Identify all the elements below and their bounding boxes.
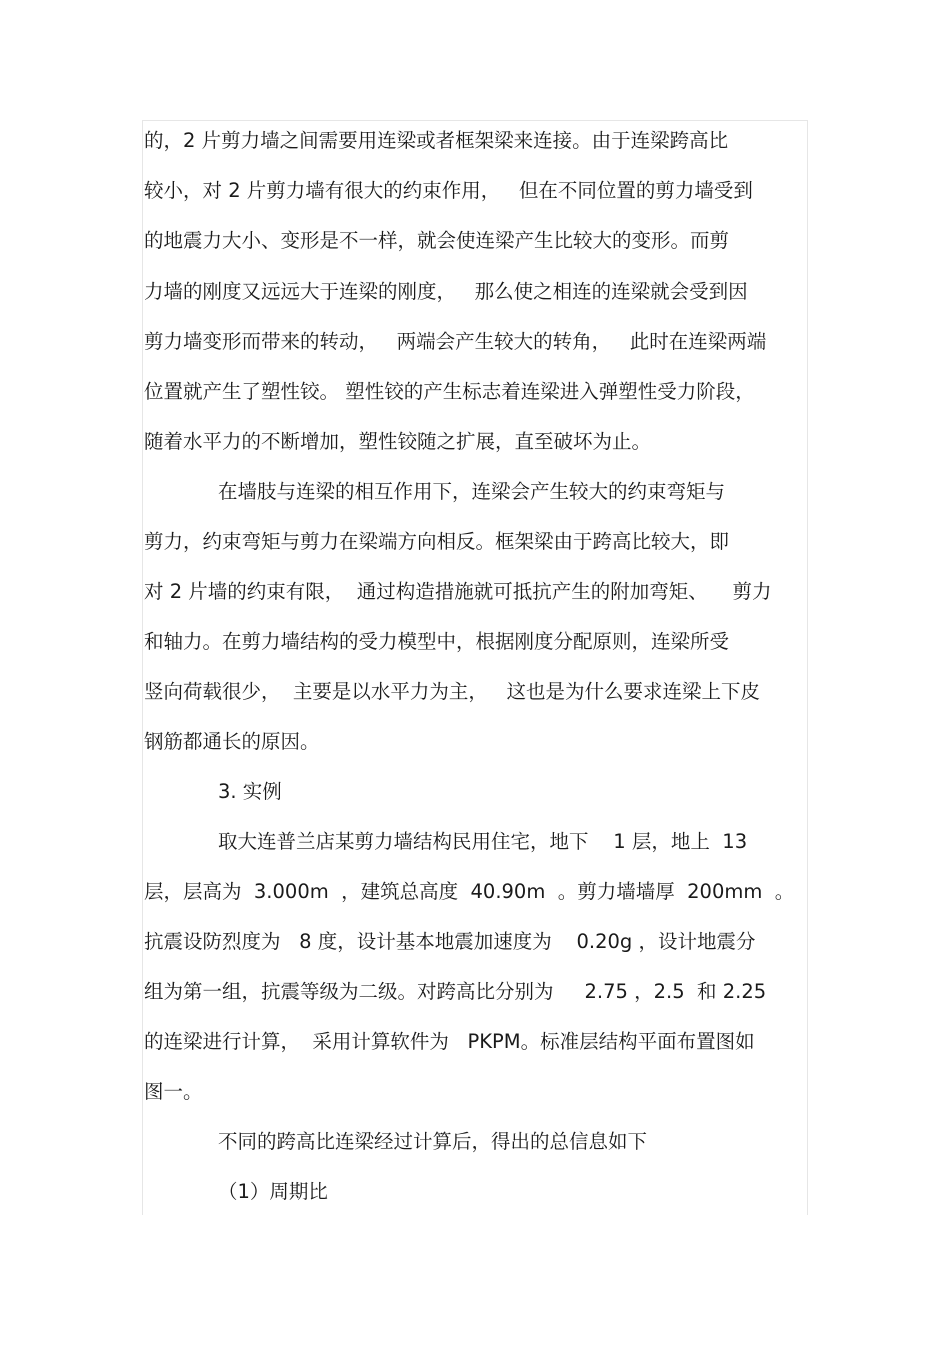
text-line: 较小，对 2 片剪力墙有很大的约束作用， 但在不同位置的剪力墙受到 — [144, 179, 753, 202]
text-line: 力墙的刚度又远远大于连梁的刚度， 那么使之相连的连梁就会受到因 — [144, 280, 748, 303]
paragraph-first-line: 在墙肢与连梁的相互作用下，连梁会产生较大的约束弯矩与 — [218, 480, 726, 503]
paragraph-first-line: 取大连普兰店某剪力墙结构民用住宅，地下 1 层，地上 13 — [218, 830, 748, 853]
text-line: 竖向荷载很少， 主要是以水平力为主， 这也是为什么要求连梁上下皮 — [144, 680, 760, 703]
text-line: 剪力墙变形而带来的转动， 两端会产生较大的转角， 此时在连梁两端 — [144, 330, 767, 353]
text-line: 剪力，约束弯矩与剪力在梁端方向相反。框架梁由于跨高比较大，即 — [144, 530, 730, 553]
text-line: 的地震力大小、变形是不一样，就会使连梁产生比较大的变形。而剪 — [144, 229, 730, 252]
text-line: 的连梁进行计算， 采用计算软件为 PKPM。标准层结构平面布置图如 — [144, 1030, 755, 1053]
text-line: 抗震设防烈度为 8 度，设计基本地震加速度为 0.20g ，设计地震分 — [144, 930, 756, 953]
text-line: 和轴力。在剪力墙结构的受力模型中，根据刚度分配原则，连梁所受 — [144, 630, 730, 653]
paragraph-first-line: 不同的跨高比连梁经过计算后，得出的总信息如下 — [218, 1130, 648, 1153]
text-line: 组为第一组，抗震等级为二级。对跨高比分别为 2.75 ，2.5 和 2.25 — [144, 980, 767, 1003]
text-line: 随着水平力的不断增加，塑性铰随之扩展，直至破坏为止。 — [144, 430, 652, 453]
text-line: 对 2 片墙的约束有限， 通过构造措施就可抵抗产生的附加弯矩、 剪力 — [144, 580, 772, 603]
text-line: 位置就产生了塑性铰。 塑性铰的产生标志着连梁进入弹塑性受力阶段， — [144, 380, 755, 403]
text-line: 图一。 — [144, 1080, 203, 1103]
text-line: 钢筋都通长的原因。 — [144, 730, 320, 753]
section-heading: 3. 实例 — [218, 780, 282, 803]
subsection-heading: （1）周期比 — [218, 1180, 328, 1203]
text-line: 层，层高为 3.000m ，建筑总高度 40.90m 。剪力墙墙厚 200mm 。 — [144, 880, 795, 903]
text-line: 的，2 片剪力墙之间需要用连梁或者框架梁来连接。由于连梁跨高比 — [144, 129, 729, 152]
